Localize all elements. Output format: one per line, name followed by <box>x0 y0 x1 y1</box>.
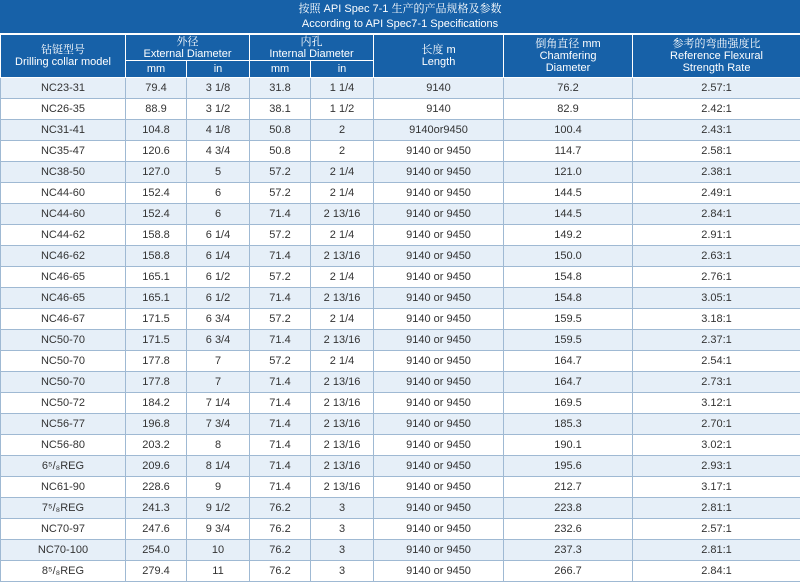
cell-od-in: 6 3/4 <box>187 309 250 330</box>
cell-model: NC35-47 <box>1 141 126 162</box>
cell-od-in: 7 1/4 <box>187 393 250 414</box>
cell-model: NC70-97 <box>1 519 126 540</box>
table-body <box>1 78 800 582</box>
cell-length: 9140 or 9450 <box>374 519 504 540</box>
table-row <box>1 99 800 120</box>
cell-id-in: 2 13/16 <box>311 456 374 477</box>
cell-chamfer-diameter: 266.7 <box>504 561 633 582</box>
header-od-mm: mm <box>126 61 187 78</box>
cell-od-in: 3 1/2 <box>187 99 250 120</box>
cell-od-mm: 203.2 <box>126 435 187 456</box>
header-internal-diameter <box>250 35 374 61</box>
cell-od-mm: 196.8 <box>126 414 187 435</box>
cell-od-mm: 171.5 <box>126 330 187 351</box>
table-row <box>1 393 800 414</box>
cell-flexural-ratio: 2.42:1 <box>633 99 800 120</box>
cell-od-in: 6 <box>187 183 250 204</box>
cell-length: 9140 or 9450 <box>374 561 504 582</box>
cell-flexural-ratio: 2.81:1 <box>633 498 800 519</box>
cell-length: 9140 or 9450 <box>374 414 504 435</box>
cell-id-mm: 38.1 <box>250 99 311 120</box>
cell-chamfer-diameter: 159.5 <box>504 309 633 330</box>
table-row <box>1 561 800 582</box>
cell-od-mm: 152.4 <box>126 183 187 204</box>
cell-chamfer-diameter: 154.8 <box>504 288 633 309</box>
cell-flexural-ratio: 2.38:1 <box>633 162 800 183</box>
cell-id-mm: 71.4 <box>250 414 311 435</box>
cell-id-in: 2 1/4 <box>311 183 374 204</box>
cell-od-in: 5 <box>187 162 250 183</box>
cell-od-in: 8 1/4 <box>187 456 250 477</box>
cell-id-mm: 31.8 <box>250 78 311 99</box>
cell-od-in: 4 1/8 <box>187 120 250 141</box>
cell-model: NC50-70 <box>1 372 126 393</box>
cell-model: NC50-70 <box>1 330 126 351</box>
cell-od-in: 6 <box>187 204 250 225</box>
cell-id-in: 2 1/4 <box>311 309 374 330</box>
header-chamfer-zh: 倒角直径 mm <box>535 38 601 50</box>
cell-flexural-ratio: 2.58:1 <box>633 141 800 162</box>
header-id-zh: 内孔 <box>300 35 323 48</box>
cell-od-in: 6 1/2 <box>187 288 250 309</box>
cell-flexural-ratio: 2.49:1 <box>633 183 800 204</box>
cell-id-mm: 71.4 <box>250 372 311 393</box>
table-title <box>0 0 800 34</box>
cell-od-mm: 228.6 <box>126 477 187 498</box>
cell-model: NC46-62 <box>1 246 126 267</box>
cell-chamfer-diameter: 223.8 <box>504 498 633 519</box>
cell-length: 9140 or 9450 <box>374 246 504 267</box>
cell-od-mm: 127.0 <box>126 162 187 183</box>
cell-od-mm: 88.9 <box>126 99 187 120</box>
cell-length: 9140 or 9450 <box>374 183 504 204</box>
cell-od-in: 6 3/4 <box>187 330 250 351</box>
header-id-in: in <box>311 61 374 78</box>
cell-flexural-ratio: 2.54:1 <box>633 351 800 372</box>
header-model-en: Drilling collar model <box>15 56 111 68</box>
cell-id-mm: 71.4 <box>250 435 311 456</box>
cell-id-in: 3 <box>311 540 374 561</box>
cell-chamfer-diameter: 164.7 <box>504 372 633 393</box>
cell-id-in: 2 <box>311 120 374 141</box>
cell-length: 9140 or 9450 <box>374 162 504 183</box>
cell-chamfer-diameter: 185.3 <box>504 414 633 435</box>
cell-chamfer-diameter: 76.2 <box>504 78 633 99</box>
header-model-zh: 钻铤型号 <box>41 44 85 56</box>
cell-id-mm: 57.2 <box>250 225 311 246</box>
table-row <box>1 141 800 162</box>
cell-flexural-ratio: 2.70:1 <box>633 414 800 435</box>
cell-length: 9140 or 9450 <box>374 456 504 477</box>
cell-chamfer-diameter: 150.0 <box>504 246 633 267</box>
cell-flexural-ratio: 2.63:1 <box>633 246 800 267</box>
cell-id-mm: 57.2 <box>250 309 311 330</box>
cell-od-in: 9 1/2 <box>187 498 250 519</box>
cell-length: 9140 <box>374 78 504 99</box>
cell-flexural-ratio: 2.76:1 <box>633 267 800 288</box>
cell-od-mm: 104.8 <box>126 120 187 141</box>
table-row <box>1 267 800 288</box>
cell-id-mm: 76.2 <box>250 561 311 582</box>
cell-id-in: 2 1/4 <box>311 267 374 288</box>
cell-length: 9140 or 9450 <box>374 309 504 330</box>
cell-model: NC70-100 <box>1 540 126 561</box>
cell-chamfer-diameter: 114.7 <box>504 141 633 162</box>
table-row <box>1 183 800 204</box>
cell-od-in: 4 3/4 <box>187 141 250 162</box>
cell-id-in: 3 <box>311 561 374 582</box>
cell-id-mm: 57.2 <box>250 183 311 204</box>
table-row <box>1 78 800 99</box>
cell-model: NC50-70 <box>1 351 126 372</box>
cell-od-in: 6 1/4 <box>187 246 250 267</box>
cell-id-in: 2 1/4 <box>311 225 374 246</box>
header-od-en: External Diameter <box>143 47 232 60</box>
cell-chamfer-diameter: 195.6 <box>504 456 633 477</box>
cell-model: NC26-35 <box>1 99 126 120</box>
cell-model: NC56-77 <box>1 414 126 435</box>
cell-od-mm: 254.0 <box>126 540 187 561</box>
cell-id-in: 2 13/16 <box>311 288 374 309</box>
table-row <box>1 477 800 498</box>
cell-id-mm: 71.4 <box>250 288 311 309</box>
cell-model: 8⁵/₈REG <box>1 561 126 582</box>
cell-length: 9140 or 9450 <box>374 435 504 456</box>
cell-od-mm: 79.4 <box>126 78 187 99</box>
cell-flexural-ratio: 2.81:1 <box>633 540 800 561</box>
cell-id-mm: 71.4 <box>250 393 311 414</box>
table-row <box>1 225 800 246</box>
cell-length: 9140 or 9450 <box>374 267 504 288</box>
table-row <box>1 309 800 330</box>
cell-length: 9140 or 9450 <box>374 330 504 351</box>
cell-chamfer-diameter: 190.1 <box>504 435 633 456</box>
cell-flexural-ratio: 2.84:1 <box>633 204 800 225</box>
cell-od-in: 7 <box>187 372 250 393</box>
cell-od-mm: 158.8 <box>126 246 187 267</box>
cell-model: NC44-62 <box>1 225 126 246</box>
header-od-in: in <box>187 61 250 78</box>
cell-flexural-ratio: 3.12:1 <box>633 393 800 414</box>
cell-model: NC31-41 <box>1 120 126 141</box>
cell-flexural-ratio: 2.84:1 <box>633 561 800 582</box>
cell-length: 9140 or 9450 <box>374 393 504 414</box>
table-row <box>1 372 800 393</box>
cell-od-mm: 241.3 <box>126 498 187 519</box>
table-row <box>1 498 800 519</box>
table-row <box>1 519 800 540</box>
cell-od-mm: 120.6 <box>126 141 187 162</box>
cell-model: NC61-90 <box>1 477 126 498</box>
header-length <box>374 35 504 78</box>
title-zh: 按照 API Spec 7-1 生产的产品规格及参数 <box>298 3 502 15</box>
cell-od-in: 9 <box>187 477 250 498</box>
cell-model: NC44-60 <box>1 183 126 204</box>
cell-chamfer-diameter: 237.3 <box>504 540 633 561</box>
cell-flexural-ratio: 2.91:1 <box>633 225 800 246</box>
cell-od-in: 7 <box>187 351 250 372</box>
table-row <box>1 288 800 309</box>
cell-flexural-ratio: 3.18:1 <box>633 309 800 330</box>
header-id-mm: mm <box>250 61 311 78</box>
cell-chamfer-diameter: 212.7 <box>504 477 633 498</box>
cell-id-mm: 76.2 <box>250 540 311 561</box>
cell-od-in: 9 3/4 <box>187 519 250 540</box>
header-flex-zh: 参考的弯曲强度比 <box>672 38 761 50</box>
header-od-zh: 外径 <box>176 35 199 48</box>
cell-model: NC46-65 <box>1 288 126 309</box>
cell-flexural-ratio: 2.93:1 <box>633 456 800 477</box>
cell-od-in: 6 1/2 <box>187 267 250 288</box>
header-id-en: Internal Diameter <box>269 47 354 60</box>
cell-id-mm: 50.8 <box>250 141 311 162</box>
cell-model: 6⁵/₈REG <box>1 456 126 477</box>
cell-id-in: 1 1/2 <box>311 99 374 120</box>
cell-id-mm: 57.2 <box>250 267 311 288</box>
cell-length: 9140 or 9450 <box>374 498 504 519</box>
cell-model: NC46-67 <box>1 309 126 330</box>
cell-id-mm: 50.8 <box>250 120 311 141</box>
cell-id-mm: 76.2 <box>250 519 311 540</box>
cell-id-mm: 71.4 <box>250 204 311 225</box>
table-row <box>1 204 800 225</box>
title-en: According to API Spec7-1 Specifications <box>301 18 499 30</box>
cell-od-mm: 177.8 <box>126 351 187 372</box>
cell-id-in: 2 13/16 <box>311 204 374 225</box>
cell-flexural-ratio: 3.02:1 <box>633 435 800 456</box>
header-length-zh: 长度 m <box>421 44 456 56</box>
table-row <box>1 414 800 435</box>
cell-model: NC50-72 <box>1 393 126 414</box>
cell-chamfer-diameter: 121.0 <box>504 162 633 183</box>
cell-model: NC44-60 <box>1 204 126 225</box>
cell-od-mm: 152.4 <box>126 204 187 225</box>
cell-id-in: 1 1/4 <box>311 78 374 99</box>
cell-chamfer-diameter: 144.5 <box>504 183 633 204</box>
cell-od-mm: 158.8 <box>126 225 187 246</box>
cell-od-mm: 165.1 <box>126 267 187 288</box>
cell-chamfer-diameter: 164.7 <box>504 351 633 372</box>
cell-flexural-ratio: 2.57:1 <box>633 519 800 540</box>
cell-length: 9140 or 9450 <box>374 372 504 393</box>
cell-model: 7⁵/₈REG <box>1 498 126 519</box>
cell-flexural-ratio: 3.17:1 <box>633 477 800 498</box>
cell-flexural-ratio: 2.43:1 <box>633 120 800 141</box>
cell-length: 9140 or 9450 <box>374 288 504 309</box>
cell-id-mm: 57.2 <box>250 351 311 372</box>
header-length-en: Length <box>421 56 456 68</box>
cell-chamfer-diameter: 100.4 <box>504 120 633 141</box>
cell-od-in: 6 1/4 <box>187 225 250 246</box>
cell-id-in: 2 1/4 <box>311 162 374 183</box>
cell-id-mm: 57.2 <box>250 162 311 183</box>
table-row <box>1 330 800 351</box>
header-chamfer-en2: Diameter <box>545 62 591 74</box>
cell-flexural-ratio: 2.57:1 <box>633 78 800 99</box>
cell-od-in: 3 1/8 <box>187 78 250 99</box>
cell-length: 9140 or 9450 <box>374 477 504 498</box>
cell-length: 9140 or 9450 <box>374 540 504 561</box>
cell-od-mm: 171.5 <box>126 309 187 330</box>
cell-od-in: 8 <box>187 435 250 456</box>
header-flex-en2: Strength Rate <box>682 62 751 74</box>
spec-table <box>0 34 800 582</box>
cell-od-in: 11 <box>187 561 250 582</box>
cell-length: 9140 or 9450 <box>374 351 504 372</box>
header-chamfer-en1: Chamfering <box>539 50 597 62</box>
cell-chamfer-diameter: 144.5 <box>504 204 633 225</box>
cell-od-mm: 184.2 <box>126 393 187 414</box>
cell-chamfer-diameter: 169.5 <box>504 393 633 414</box>
cell-id-in: 2 13/16 <box>311 330 374 351</box>
table-row <box>1 351 800 372</box>
cell-id-mm: 71.4 <box>250 456 311 477</box>
table-row <box>1 456 800 477</box>
cell-length: 9140 or 9450 <box>374 141 504 162</box>
cell-id-in: 2 13/16 <box>311 393 374 414</box>
header-flexural <box>633 35 800 78</box>
table-row <box>1 162 800 183</box>
cell-od-mm: 247.6 <box>126 519 187 540</box>
cell-id-mm: 71.4 <box>250 330 311 351</box>
cell-id-in: 2 13/16 <box>311 372 374 393</box>
table-row <box>1 435 800 456</box>
cell-chamfer-diameter: 159.5 <box>504 330 633 351</box>
cell-id-in: 3 <box>311 519 374 540</box>
cell-id-in: 2 1/4 <box>311 351 374 372</box>
cell-model: NC38-50 <box>1 162 126 183</box>
cell-id-in: 2 13/16 <box>311 477 374 498</box>
cell-id-in: 3 <box>311 498 374 519</box>
cell-id-in: 2 <box>311 141 374 162</box>
table-row <box>1 246 800 267</box>
cell-model: NC23-31 <box>1 78 126 99</box>
cell-od-mm: 209.6 <box>126 456 187 477</box>
header-flex-en1: Reference Flexural <box>670 50 763 62</box>
cell-id-in: 2 13/16 <box>311 414 374 435</box>
cell-length: 9140or9450 <box>374 120 504 141</box>
cell-length: 9140 <box>374 99 504 120</box>
cell-od-mm: 177.8 <box>126 372 187 393</box>
cell-chamfer-diameter: 232.6 <box>504 519 633 540</box>
cell-id-in: 2 13/16 <box>311 435 374 456</box>
cell-flexural-ratio: 2.73:1 <box>633 372 800 393</box>
cell-model: NC56-80 <box>1 435 126 456</box>
cell-od-mm: 279.4 <box>126 561 187 582</box>
cell-length: 9140 or 9450 <box>374 225 504 246</box>
cell-id-mm: 71.4 <box>250 477 311 498</box>
cell-od-mm: 165.1 <box>126 288 187 309</box>
table-row <box>1 540 800 561</box>
cell-flexural-ratio: 2.37:1 <box>633 330 800 351</box>
cell-length: 9140 or 9450 <box>374 204 504 225</box>
cell-id-mm: 76.2 <box>250 498 311 519</box>
cell-od-in: 7 3/4 <box>187 414 250 435</box>
header-external-diameter <box>126 35 250 61</box>
cell-id-mm: 71.4 <box>250 246 311 267</box>
cell-od-in: 10 <box>187 540 250 561</box>
cell-model: NC46-65 <box>1 267 126 288</box>
cell-id-in: 2 13/16 <box>311 246 374 267</box>
cell-flexural-ratio: 3.05:1 <box>633 288 800 309</box>
table-row <box>1 120 800 141</box>
cell-chamfer-diameter: 149.2 <box>504 225 633 246</box>
cell-chamfer-diameter: 154.8 <box>504 267 633 288</box>
cell-chamfer-diameter: 82.9 <box>504 99 633 120</box>
header-model <box>1 35 126 78</box>
header-chamfer <box>504 35 633 78</box>
